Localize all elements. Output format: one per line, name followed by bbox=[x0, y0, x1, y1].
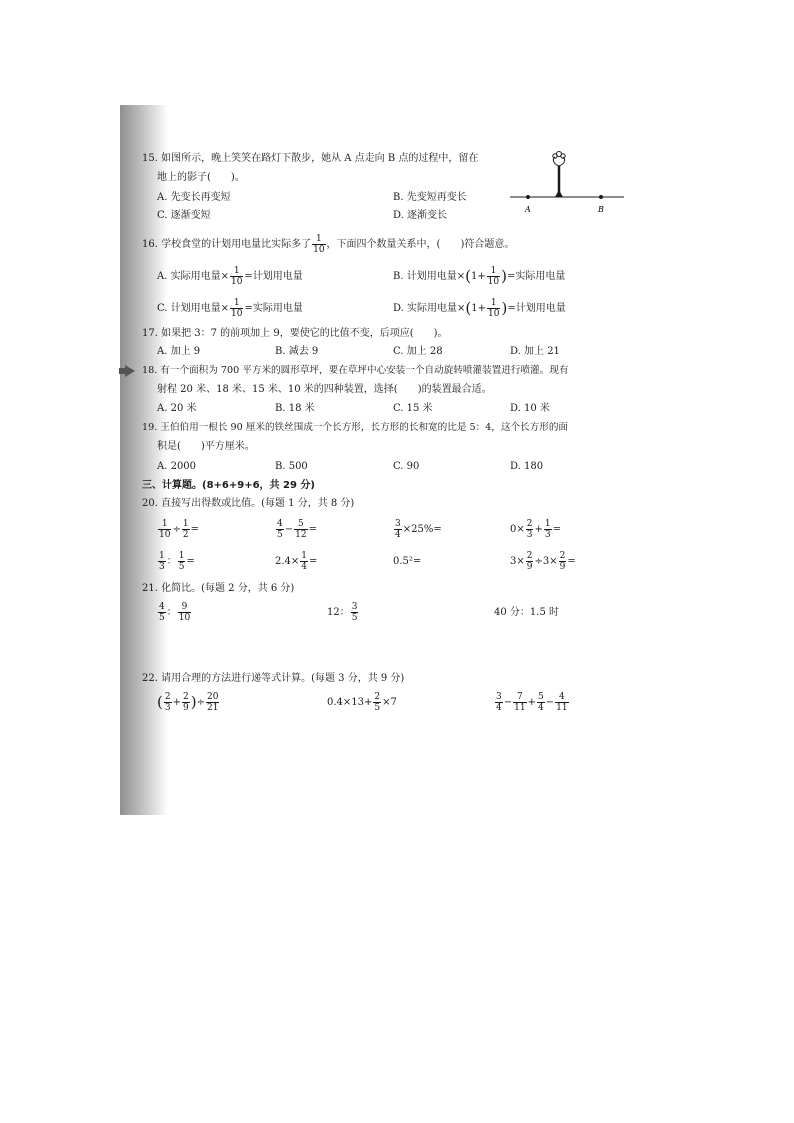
q20-expr-6 bbox=[275, 551, 317, 572]
expression-part: 3× bbox=[510, 556, 525, 567]
expression-part: =实际用电量 bbox=[507, 271, 566, 282]
expression-part: =实际用电量 bbox=[244, 303, 303, 314]
fraction bbox=[276, 519, 284, 540]
expression-part: = bbox=[308, 524, 317, 535]
fraction bbox=[230, 266, 243, 287]
q18-option-a: A. 20 米 bbox=[157, 403, 197, 414]
fraction-numerator: 1 bbox=[178, 551, 185, 561]
q15-stem-line2: 地上的影子( )。 bbox=[157, 172, 245, 183]
fraction bbox=[312, 234, 325, 255]
expression-part: 1+ bbox=[470, 271, 486, 282]
expression-part: = bbox=[552, 524, 561, 535]
fraction-numerator: 7 bbox=[513, 692, 526, 703]
fraction-numerator: 4 bbox=[277, 519, 283, 529]
fraction-denominator: 5 bbox=[351, 613, 358, 623]
q19-stem-line1: 19. 王伯伯用一根长 90 厘米的铁丝围成一个长方形，长方形的长和宽的比是 5：4，这个长方形的面 bbox=[142, 422, 569, 433]
fraction bbox=[182, 692, 190, 713]
fraction bbox=[158, 551, 166, 572]
fraction bbox=[487, 266, 500, 287]
fraction-numerator: 4 bbox=[159, 602, 165, 612]
q21-stem: 21. 化简比。(每题 2 分，共 6 分) bbox=[142, 583, 295, 594]
fraction bbox=[544, 519, 552, 540]
q22-expr-3 bbox=[494, 692, 570, 713]
parenthesis: ( bbox=[465, 299, 472, 317]
fraction bbox=[178, 551, 186, 572]
fraction-numerator: 2 bbox=[374, 692, 381, 702]
fraction-numerator: 1 bbox=[301, 551, 308, 561]
fraction-numerator: 1 bbox=[159, 551, 165, 561]
fraction-denominator: 4 bbox=[301, 562, 308, 572]
expression-part: A. 实际用电量× bbox=[157, 271, 229, 282]
fraction-numerator: 3 bbox=[395, 519, 401, 529]
q20-expr-8 bbox=[510, 551, 576, 572]
fraction-numerator: 1 bbox=[158, 519, 171, 530]
q21-expr-2 bbox=[327, 602, 359, 623]
fraction-numerator: 3 bbox=[351, 602, 358, 612]
q20-stem: 20. 直接写出得数或比值。(每题 1 分，共 8 分) bbox=[142, 498, 355, 509]
q22-stem: 22. 请用合理的方法进行递等式计算。(每题 3 分，共 9 分) bbox=[142, 673, 405, 684]
expression-part: 16. 学校食堂的计划用电量比实际多了 bbox=[142, 239, 312, 250]
expression-part: ÷3× bbox=[534, 556, 558, 567]
fraction-denominator: 5 bbox=[159, 613, 165, 623]
fraction-numerator: 9 bbox=[178, 602, 191, 613]
fraction-numerator: 2 bbox=[526, 519, 533, 529]
fraction bbox=[206, 692, 219, 713]
fraction bbox=[487, 298, 500, 319]
expression-part: 0× bbox=[510, 524, 525, 535]
fraction-numerator: 2 bbox=[164, 692, 171, 702]
fraction-denominator: 10 bbox=[487, 277, 500, 287]
fraction bbox=[526, 519, 534, 540]
point-b-label: B bbox=[598, 205, 604, 214]
fraction-denominator: 10 bbox=[178, 613, 191, 623]
point-a-label: A bbox=[525, 205, 531, 214]
fraction-denominator: 4 bbox=[395, 530, 401, 540]
arrow-marker-icon bbox=[125, 365, 135, 377]
q17-option-b: B. 减去 9 bbox=[275, 346, 319, 357]
fraction-denominator: 5 bbox=[374, 703, 381, 713]
fraction bbox=[555, 692, 568, 713]
parenthesis: ) bbox=[501, 267, 508, 285]
q20-expr-4 bbox=[510, 519, 561, 540]
fraction-numerator: 1 bbox=[544, 519, 551, 529]
q18-option-d: D. 10 米 bbox=[510, 403, 550, 414]
parenthesis: ( bbox=[465, 267, 471, 285]
fraction-denominator: 10 bbox=[231, 309, 243, 319]
q15-stem-line1: 15. 如图所示，晚上笑笑在路灯下散步，她从 A 点走向 B 点的过程中，留在 bbox=[142, 153, 479, 164]
fraction-denominator: 3 bbox=[526, 530, 533, 540]
fraction bbox=[513, 692, 526, 713]
fraction-numerator: 4 bbox=[555, 692, 568, 703]
fraction bbox=[230, 298, 243, 319]
expression-part: = bbox=[567, 556, 576, 567]
fraction bbox=[394, 519, 402, 540]
q18-option-c: C. 15 米 bbox=[393, 403, 433, 414]
expression-part: =计划用电量 bbox=[507, 303, 566, 314]
expression-part: ： bbox=[166, 607, 177, 618]
expression-part: ： bbox=[166, 556, 177, 567]
expression-part: ÷ bbox=[196, 697, 205, 708]
fraction bbox=[182, 519, 190, 540]
expression-part: + bbox=[527, 697, 536, 708]
expression-part: 2.4× bbox=[275, 556, 300, 567]
fraction-numerator: 1 bbox=[487, 266, 500, 277]
fraction-denominator: 5 bbox=[178, 562, 185, 572]
fraction bbox=[526, 551, 534, 572]
q15-option-b: B. 先变短再变长 bbox=[393, 192, 467, 203]
fraction-denominator: 5 bbox=[277, 530, 283, 540]
q19-option-c: C. 90 bbox=[393, 461, 420, 472]
fraction-denominator: 10 bbox=[159, 530, 171, 540]
fraction-denominator: 9 bbox=[559, 562, 566, 572]
expression-part: ，下面四个数量关系中，( )符合题意。 bbox=[326, 239, 515, 250]
parenthesis: ) bbox=[190, 693, 197, 711]
expression-part: − bbox=[284, 524, 294, 535]
fraction-denominator: 3 bbox=[544, 530, 551, 540]
q16-option-a bbox=[157, 266, 303, 287]
expression-part: 0.4×13+ bbox=[327, 697, 373, 708]
q19-stem-line2: 积是( )平方厘米。 bbox=[157, 441, 255, 452]
q18-option-b: B. 18 米 bbox=[275, 403, 315, 414]
expression-part: + bbox=[534, 524, 543, 535]
expression-part: ×25%= bbox=[402, 524, 442, 535]
fraction-denominator: 10 bbox=[313, 245, 325, 255]
fraction-denominator: 4 bbox=[537, 703, 544, 713]
fraction-denominator: 11 bbox=[514, 703, 526, 713]
q18-stem-line2: 射程 20 米、18 米、15 米、10 米的四种装置，选择( )的装置最合适。 bbox=[157, 384, 492, 395]
q20-expr-2 bbox=[275, 519, 317, 540]
q17-option-c: C. 加上 28 bbox=[393, 346, 443, 357]
fraction-numerator: 1 bbox=[487, 298, 500, 309]
fraction-denominator: 10 bbox=[230, 277, 243, 287]
q17-stem: 17. 如果把 3：7 的前项加上 9，要使它的比值不变，后项应( )。 bbox=[142, 328, 448, 339]
q17-option-d: D. 加上 21 bbox=[510, 346, 560, 357]
q22-expr-1 bbox=[157, 692, 220, 713]
fraction-numerator: 20 bbox=[206, 692, 219, 702]
q20-expr-1 bbox=[157, 519, 199, 540]
fraction-denominator: 10 bbox=[488, 309, 500, 319]
q20-expr-5 bbox=[157, 551, 195, 572]
q19-option-b: B. 500 bbox=[275, 461, 308, 472]
fraction bbox=[559, 551, 567, 572]
q21-expr-1 bbox=[157, 602, 192, 623]
fraction-numerator: 3 bbox=[496, 692, 502, 702]
expression-part: ÷ bbox=[172, 524, 181, 535]
expression-part: = bbox=[309, 556, 318, 567]
fraction-denominator: 3 bbox=[159, 562, 165, 572]
fraction-denominator: 4 bbox=[496, 703, 502, 713]
fraction-denominator: 21 bbox=[206, 703, 219, 713]
q20-expr-3 bbox=[393, 519, 442, 540]
expression-part: = bbox=[190, 524, 199, 535]
expression-part: D. 实际用电量× bbox=[393, 303, 466, 314]
fraction-numerator: 1 bbox=[230, 298, 243, 309]
fraction-denominator: 12 bbox=[295, 530, 307, 540]
expression-part: − bbox=[545, 697, 555, 708]
q15-option-c: C. 逐渐变短 bbox=[157, 210, 211, 221]
fraction bbox=[300, 551, 308, 572]
fraction-numerator: 5 bbox=[294, 519, 307, 530]
parenthesis: ) bbox=[501, 299, 508, 317]
expression-part: 1+ bbox=[471, 303, 487, 314]
fraction-numerator: 2 bbox=[182, 692, 189, 702]
q17-option-a: A. 加上 9 bbox=[157, 346, 201, 357]
parenthesis: ( bbox=[157, 693, 163, 711]
fraction-numerator: 1 bbox=[230, 266, 243, 277]
fraction-numerator: 1 bbox=[312, 234, 325, 245]
q21-expr-3: 40 分：1.5 时 bbox=[494, 607, 559, 618]
fraction bbox=[351, 602, 359, 623]
fraction-numerator: 1 bbox=[182, 519, 189, 529]
fraction-denominator: 9 bbox=[182, 703, 189, 713]
fraction bbox=[495, 692, 503, 713]
q18-stem-line1: 18. 有一个面积为 700 平方米的圆形草坪，要在草坪中心安装一个自动旋转喷灌装置进行喷灌。现有 bbox=[142, 365, 569, 376]
streetlamp-figure bbox=[508, 150, 628, 216]
fraction-denominator: 3 bbox=[164, 703, 171, 713]
fraction bbox=[164, 692, 172, 713]
q19-option-d: D. 180 bbox=[510, 461, 544, 472]
q19-option-a: A. 2000 bbox=[157, 461, 197, 472]
expression-part: B. 计划用电量× bbox=[393, 271, 466, 282]
q15-option-d: D. 逐渐变长 bbox=[393, 210, 448, 221]
fraction bbox=[158, 602, 166, 623]
q16-option-b bbox=[393, 266, 565, 287]
fraction-denominator: 11 bbox=[556, 703, 568, 713]
q16-option-d bbox=[393, 298, 566, 319]
fraction-numerator: 5 bbox=[537, 692, 544, 702]
expression-part: − bbox=[503, 697, 513, 708]
fraction bbox=[373, 692, 381, 713]
q16-option-c bbox=[157, 298, 303, 319]
expression-part: ×7 bbox=[382, 697, 397, 708]
fraction bbox=[178, 602, 191, 623]
q20-expr-7: 0.5²= bbox=[393, 556, 422, 567]
expression-part: 12： bbox=[327, 607, 350, 618]
fraction-denominator: 9 bbox=[526, 562, 533, 572]
q22-expr-2 bbox=[327, 692, 397, 713]
expression-part: = bbox=[186, 556, 195, 567]
q16-stem bbox=[142, 234, 514, 255]
fraction-numerator: 2 bbox=[559, 551, 566, 561]
fraction bbox=[537, 692, 545, 713]
expression-part: + bbox=[172, 697, 181, 708]
expression-part: C. 计划用电量× bbox=[157, 303, 230, 314]
expression-part: =计划用电量 bbox=[244, 271, 303, 282]
q15-option-a: A. 先变长再变短 bbox=[157, 192, 231, 203]
fraction-numerator: 2 bbox=[526, 551, 533, 561]
section-3-heading: 三、计算题。(8+6+9+6，共 29 分) bbox=[142, 480, 315, 491]
fraction-denominator: 2 bbox=[182, 530, 189, 540]
fraction bbox=[294, 519, 307, 540]
fraction bbox=[158, 519, 171, 540]
